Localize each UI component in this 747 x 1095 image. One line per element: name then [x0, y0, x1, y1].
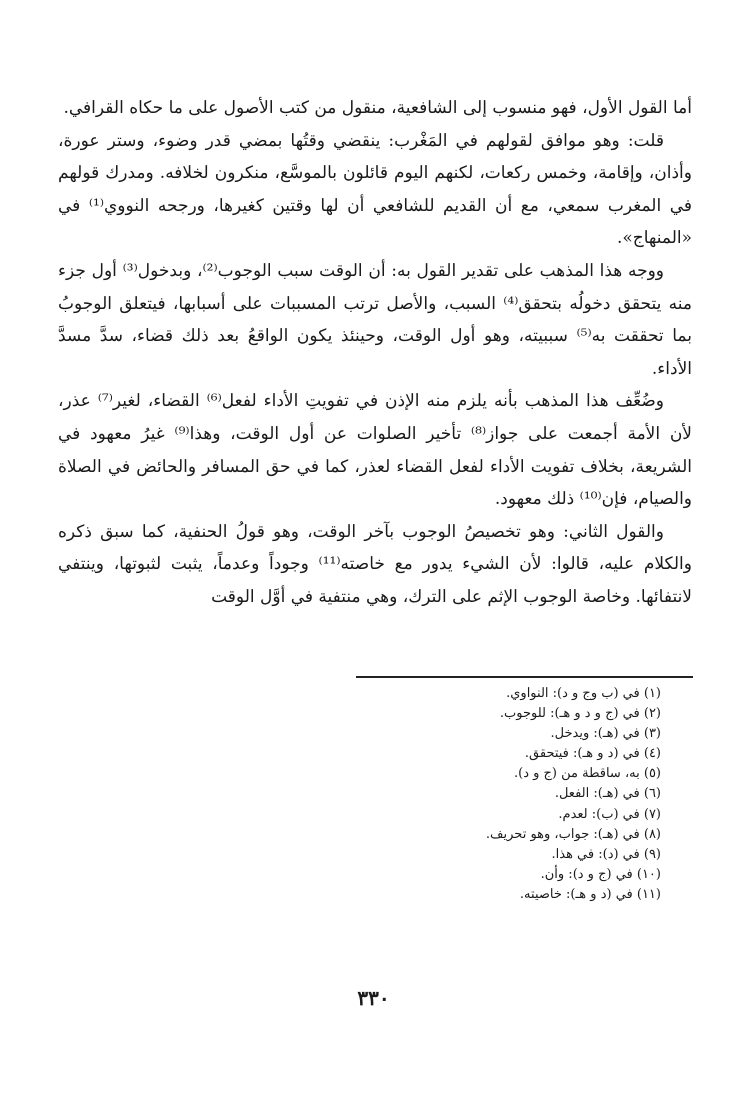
footnote-7: (٧) في (ب): لعدم.: [558, 806, 661, 822]
footnote-6: (٦) في (هـ): الفعل.: [554, 786, 661, 802]
footnote-8: (٨) في (هـ): جواب، وهو تحريف.: [485, 826, 661, 842]
footnote-3: (٣) في (هـ): ويدخل.: [550, 726, 661, 742]
page-number: ٣٣٠: [357, 986, 390, 1010]
paragraph-2: قلت: وهو موافق لقولهم في المَغْرب: ينقضي وقتُها بمضي قدر وضوء، وستر عورة، وأذان، وإقامة، وخمس ركعات، لكنهم اليوم قائلون بالموسَّع، منكرون لخلافه. ومدرك قولهم في المغرب سمعي، مع أن القديم للشافعي أن لها وقتين كغيرها، ورجحه النووي⁽¹⁾ في «المنهاج».: [58, 130, 692, 249]
footnote-2: (٢) في (ج و د و هـ): للوجوب.: [499, 706, 661, 722]
footnote-11: (١١) في (د و هـ): خاصيته.: [519, 886, 661, 902]
main-text: [58, 92, 692, 614]
paragraph-4: وضُعِّف هذا المذهب بأنه يلزم منه الإذن في تفويتِ الأداء لفعل⁽⁶⁾ القضاء، لغير⁽⁷⁾ عذر، لأن الأمة أجمعت على جواز⁽⁸⁾ تأخير الصلوات عن أول الوقت، وهذا⁽⁹⁾ غيرُ معهود في الشريعة، بخلاف تفويت الأداء لفعل القضاء لعذر، كما في حق المسافر والحائض في الصلاة والصيام، فإن⁽¹⁰⁾ ذلك معهود.: [58, 391, 693, 510]
footnote-1: (١) في (ب وج و د): النواوي.: [506, 686, 661, 701]
paragraph-5: والقول الثاني: وهو تخصيصُ الوجوب بآخر الوقت، وهو قولُ الحنفية، كما سبق ذكره والكلام عليه، قالوا: لأن الشيء يدور مع خاصته⁽¹¹⁾ وجوداً وعدماً، يثبت لثبوتها، وينتفي لانتفائها. وخاصة الوجوب الإثم على الترك، وهي منتفية في أوَّل الوقت: [58, 521, 692, 607]
footnote-5: (٥) به، ساقطة من (ج و د).: [513, 766, 661, 782]
footnotes-list: [331, 684, 661, 905]
footnote-separator: [356, 676, 693, 678]
footnote-10: (١٠) في (ج و د): وأن.: [540, 866, 661, 882]
paragraph-1: أما القول الأول، فهو منسوب إلى الشافعية، منقول من كتب الأصول على ما حكاه القرافي.: [63, 98, 692, 118]
footnote-9: (٩) في (د): في هذا.: [551, 846, 661, 862]
footnote-4: (٤) في (د و هـ): فيتحقق.: [524, 746, 661, 762]
paragraph-3: ووجه هذا المذهب على تقدير القول به: أن الوقت سبب الوجوب⁽²⁾، وبدخول⁽³⁾ أول جزء منه يتحقق دخولُه بتحقق⁽⁴⁾ السبب، والأصل ترتب المسببات على أسبابها، فيتعلق الوجوبُ بما تحققت به⁽⁵⁾ سببيته، وهو أول الوقت، وحينئذ يكون الواقعُ بعد ذلك قضاء، سدَّ مسدَّ الأداء.: [58, 260, 692, 379]
